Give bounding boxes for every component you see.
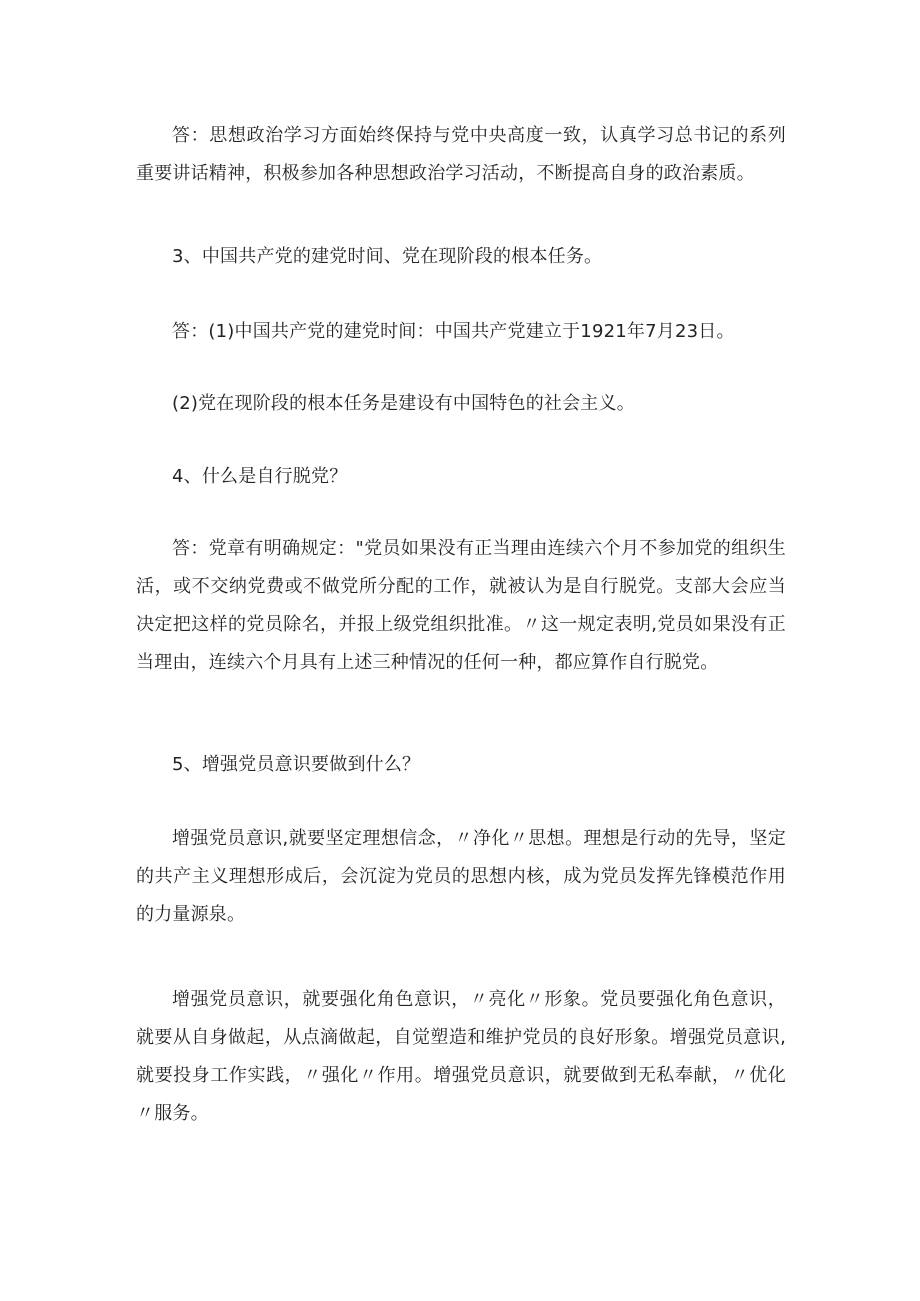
answer-5-paragraph-2: 增强党员意识，就要强化角色意识，〃亮化〃形象。党员要强化角色意识，就要从自身做起，从点滴做起，自觉塑造和维护党员的良好形象。增强党员意识,就要投身工作实践，〃强化〃作用。增强党员意识，就要做到无私奉献，〃优化〃服务。	[136, 989, 786, 1124]
question-3-heading: 3、中国共产党的建党时间、党在现阶段的根本任务。	[172, 246, 603, 267]
question-5-heading: 5、增强党员意识要做到什么？	[172, 754, 421, 775]
answer-political-study: 答：思想政治学习方面始终保持与党中央高度一致，认真学习总书记的系列重要讲话精神，积极参加各种思想政治学习活动，不断提高自身的政治素质。	[136, 125, 786, 184]
answer-4: 答：党章有明确规定："党员如果没有正当理由连续六个月不参加党的组织生活，或不交纳党费或不做党所分配的工作，就被认为是自行脱党。支部大会应当决定把这样的党员除名，并报上级党组织批准。〃这一规定表明,党员如果没有正当理由，连续六个月具有上述三种情况的任何一种，都应算作自行脱党。	[136, 538, 786, 673]
answer-3-part-2: (2)党在现阶段的根本任务是建设有中国特色的社会主义。	[172, 393, 635, 414]
answer-5-paragraph-1: 增强党员意识,就要坚定理想信念，〃净化〃思想。理想是行动的先导，坚定的共产主义理想形成后，会沉淀为党员的思想内核，成为党员发挥先锋模范作用的力量源泉。	[136, 828, 786, 925]
answer-3-part-1: 答：(1)中国共产党的建党时间：中国共产党建立于1921年7月23日。	[172, 321, 735, 342]
question-4-heading: 4、什么是自行脱党？	[172, 466, 348, 487]
